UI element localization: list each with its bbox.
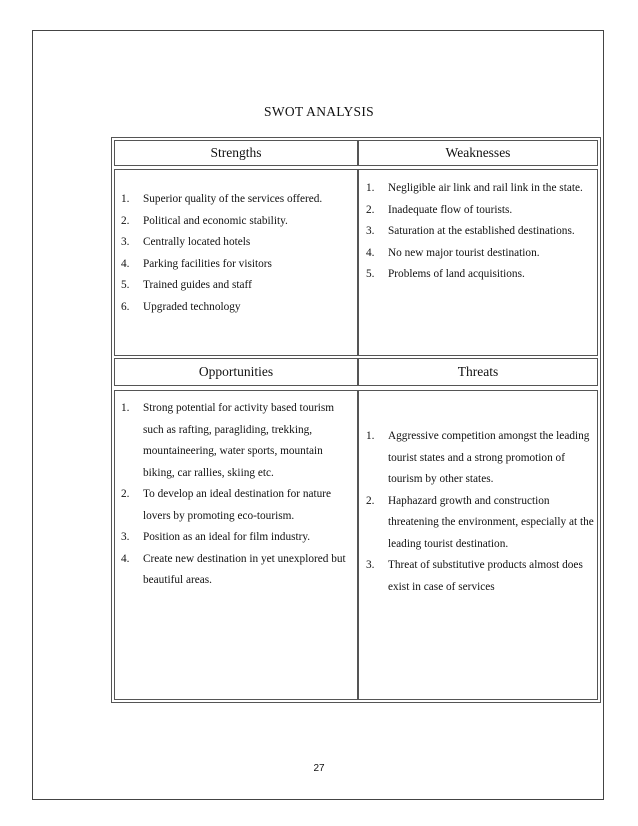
weaknesses-heading: Weaknesses	[445, 145, 511, 160]
weaknesses-item-text: Problems of land acquisitions.	[388, 268, 525, 280]
threats-item-number: 1.	[366, 430, 375, 442]
opportunities-item-text: Position as an ideal for film industry.	[143, 531, 311, 543]
weaknesses-item	[366, 200, 594, 222]
strengths-item-number: 2.	[121, 214, 130, 227]
weaknesses-item	[366, 178, 594, 200]
strengths-item-number: 3.	[121, 236, 130, 248]
threats-heading: Threats	[457, 364, 499, 379]
opportunities-item-number: 4.	[121, 552, 130, 565]
strengths-item-number: 5.	[121, 279, 130, 291]
strengths-item-number: 4.	[121, 257, 130, 270]
strengths-item	[121, 275, 357, 297]
threats-item-text: Threat of substitutive products almost does exist in case of services	[388, 559, 583, 593]
strengths-item-text: Upgraded technology	[143, 300, 241, 313]
strengths-item-number: 6.	[121, 300, 130, 313]
page-title: SWOT ANALYSIS	[264, 104, 374, 119]
opportunities-item-text: To develop an ideal destination for nature lovers by promoting eco-tourism.	[143, 488, 332, 522]
strengths-item	[121, 254, 357, 276]
strengths-item-text: Trained guides and staff	[143, 279, 252, 291]
weaknesses-list	[366, 178, 594, 286]
opportunities-heading: Opportunities	[198, 364, 274, 379]
strengths-heading: Strengths	[210, 145, 262, 160]
weaknesses-item	[366, 221, 594, 243]
opportunities-item	[121, 398, 357, 484]
threats-item	[366, 426, 596, 491]
strengths-item	[121, 297, 357, 319]
weaknesses-item-number: 3.	[366, 225, 375, 237]
weaknesses-item-text: Negligible air link and rail link in the state.	[388, 182, 583, 194]
weaknesses-item-number: 5.	[366, 268, 375, 280]
threats-item-number: 2.	[366, 494, 375, 507]
opportunities-item	[121, 549, 357, 592]
opportunities-item	[121, 484, 357, 527]
opportunities-item-number: 2.	[121, 488, 130, 500]
strengths-list	[121, 189, 357, 318]
strengths-item-text: Centrally located hotels	[143, 236, 251, 248]
strengths-item-text: Political and economic stability.	[143, 214, 288, 227]
strengths-item-number: 1.	[121, 193, 130, 205]
opportunities-item-number: 1.	[121, 402, 130, 414]
weaknesses-item-text: No new major tourist destination.	[388, 246, 540, 259]
page-number: 27	[313, 763, 325, 774]
weaknesses-item-number: 1.	[366, 182, 375, 194]
opportunities-item-text: Create new destination in yet unexplored but beautiful areas.	[143, 552, 346, 586]
opportunities-item-text: Strong potential for activity based tourism such as rafting, paragliding, trekking, mountaineering, water sports, mountain biking, car rallies, skiing etc.	[143, 402, 335, 479]
weaknesses-item-number: 4.	[366, 246, 375, 259]
weaknesses-item	[366, 243, 594, 265]
strengths-item-text: Superior quality of the services offered.	[143, 193, 323, 205]
weaknesses-item-text: Saturation at the established destinations.	[388, 225, 575, 237]
threats-item	[366, 555, 596, 598]
opportunities-item	[121, 527, 357, 549]
strengths-item	[121, 232, 357, 254]
weaknesses-item	[366, 264, 594, 286]
strengths-item-text: Parking facilities for visitors	[143, 257, 272, 270]
threats-item-text: Aggressive competition amongst the leading tourist states and a strong promotion of tourism by other states.	[388, 430, 590, 485]
opportunities-list	[121, 398, 357, 592]
threats-item-number: 3.	[366, 559, 375, 571]
weaknesses-item-text: Inadequate flow of tourists.	[388, 203, 513, 216]
strengths-item	[121, 211, 357, 233]
strengths-item	[121, 189, 357, 211]
threats-item-text: Haphazard growth and construction threatening the environment, especially at the leading tourist destination.	[388, 494, 594, 550]
threats-list	[366, 426, 596, 598]
threats-item	[366, 491, 596, 556]
opportunities-item-number: 3.	[121, 531, 130, 543]
weaknesses-item-number: 2.	[366, 203, 375, 216]
